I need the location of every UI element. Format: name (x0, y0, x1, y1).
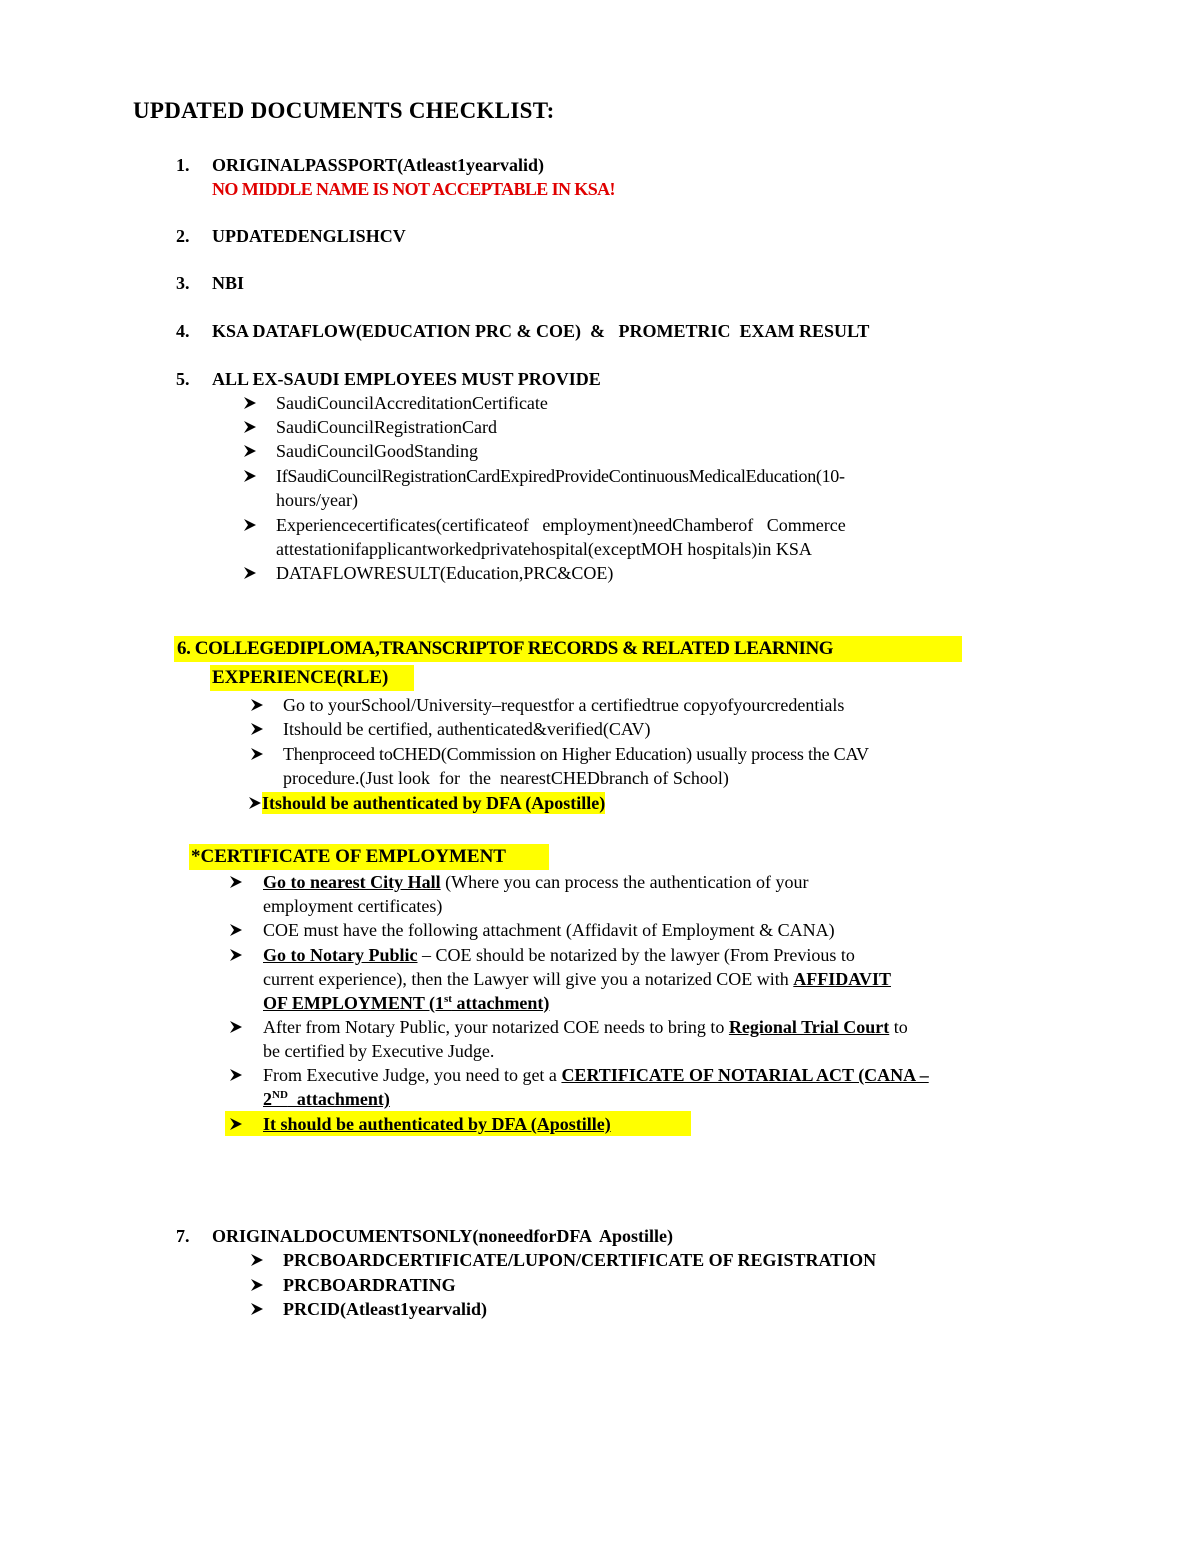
cana-cont-end: attachment) (287, 1089, 390, 1109)
item-6-bullet: Go to yourSchool/University–requestfor a certifiedtrue copyofyourcredentials (283, 695, 845, 715)
item-6-bullet-highlighted: Itshould be authenticated by DFA (Apostille) (262, 793, 606, 813)
arrow-bullet-icon (250, 747, 264, 761)
item-5-bullet: DATAFLOWRESULT(Education,PRC&COE) (276, 563, 614, 583)
cana-cont: 2 (263, 1089, 272, 1109)
affidavit-cont-end: attachment) (451, 993, 550, 1013)
arrow-bullet-icon (250, 698, 264, 712)
arrow-bullet-icon (248, 796, 262, 810)
arrow-bullet-icon (229, 875, 243, 889)
item-6-heading: 6. COLLEGEDIPLOMA,TRANSCRIPTOF RECORDS & RELATED LEARNING (177, 638, 834, 659)
arrow-bullet-icon (250, 1278, 264, 1292)
item-7-bullet: PRCBOARDCERTIFICATE/LUPON/CERTIFICATE OF REGISTRATION (283, 1250, 877, 1270)
item-5-number: 5. (176, 369, 190, 389)
coe-bullet-3 (263, 944, 855, 966)
item-7-text: ORIGINALDOCUMENTSONLY(noneedforDFA Apostille) (212, 1226, 674, 1246)
item-3-text: NBI (212, 273, 245, 293)
coe-bullet-3-text: – COE should be notarized by the lawyer (From Previous to (417, 945, 855, 965)
arrow-bullet-icon (243, 420, 257, 434)
coe-bullet-6: It should be authenticated by DFA (Apostille) (263, 1114, 611, 1134)
arrow-bullet-icon (250, 1302, 264, 1316)
item-5-bullet: SaudiCouncilRegistrationCard (276, 417, 497, 437)
item-6-bullet: Itshould be certified, authenticated&verified(CAV) (283, 719, 651, 739)
item-3-number: 3. (176, 273, 190, 293)
superscript: st (444, 993, 452, 1005)
item-4-text: KSA DATAFLOW(EDUCATION PRC & COE) & PROMETRIC EXAM RESULT (212, 321, 870, 341)
item-5-bullet: SaudiCouncilAccreditationCertificate (276, 393, 548, 413)
arrow-bullet-icon (250, 722, 264, 736)
item-2-number: 2. (176, 226, 190, 246)
arrow-bullet-icon (243, 396, 257, 410)
item-7-number: 7. (176, 1226, 190, 1246)
coe-bullet-3-cont-text: current experience), then the Lawyer will give you a notarized COE with (263, 969, 794, 989)
city-hall-link: Go to nearest City Hall (263, 872, 441, 892)
coe-bullet-4-text: After from Notary Public, your notarized COE needs to bring to (263, 1017, 729, 1037)
document-title: UPDATED DOCUMENTS CHECKLIST: (133, 98, 555, 123)
item-1-warning: NO MIDDLE NAME IS NOT ACCEPTABLE IN KSA! (212, 179, 615, 199)
arrow-bullet-icon (243, 444, 257, 458)
arrow-bullet-icon (229, 923, 243, 937)
coe-bullet-1-cont: employment certificates) (263, 896, 443, 916)
item-5-bullet-cont: attestationifapplicantworkedprivatehospital(exceptMOH hospitals)in KSA (276, 539, 812, 559)
item-2-text: UPDATEDENGLISHCV (212, 226, 406, 246)
item-7-bullet: PRCBOARDRATING (283, 1275, 456, 1295)
item-5-bullet: IfSaudiCouncilRegistrationCardExpiredProvideContinuousMedicalEducation(10- (276, 466, 845, 486)
arrow-bullet-icon (243, 566, 257, 580)
arrow-bullet-icon (229, 1020, 243, 1034)
item-6-heading-cont: EXPERIENCE(RLE) (212, 667, 389, 688)
coe-bullet-4 (263, 1016, 908, 1038)
item-1-number: 1. (176, 155, 190, 175)
arrow-bullet-icon (243, 469, 257, 483)
item-1-text: ORIGINALPASSPORT(Atleast1yearvalid) (212, 155, 545, 175)
notary-public-link: Go to Notary Public (263, 945, 418, 965)
item-5-bullet: Experiencecertificates(certificateof employment)needChamberof Commerce (276, 515, 846, 535)
cana-text: CERTIFICATE OF NOTARIAL ACT (CANA – (561, 1065, 929, 1085)
item-7-bullet: PRCID(Atleast1yearvalid) (283, 1299, 487, 1319)
item-5-bullet: SaudiCouncilGoodStanding (276, 441, 478, 461)
coe-bullet-5-text: From Executive Judge, you need to get a (263, 1065, 562, 1085)
arrow-bullet-icon (229, 1068, 243, 1082)
affidavit-text: AFFIDAVIT (793, 969, 891, 989)
superscript: ND (272, 1089, 288, 1101)
coe-bullet-4-cont: be certified by Executive Judge. (263, 1041, 495, 1061)
arrow-bullet-icon (229, 1117, 243, 1131)
coe-heading: *CERTIFICATE OF EMPLOYMENT (191, 846, 506, 867)
coe-bullet-4-end: to (889, 1017, 908, 1037)
affidavit-cont: OF EMPLOYMENT (1 (263, 993, 444, 1013)
coe-bullet-1 (263, 871, 809, 893)
item-5-bullet-cont: hours/year) (276, 490, 358, 510)
coe-bullet-5 (263, 1064, 929, 1086)
item-6-bullet: Thenproceed toCHED(Commission on Higher Education) usually process the CAV (283, 744, 869, 764)
regional-trial-court-text: Regional Trial Court (728, 1017, 890, 1037)
coe-bullet-3-cont (263, 968, 891, 990)
item-4-number: 4. (176, 321, 190, 341)
coe-bullet-2: COE must have the following attachment (Affidavit of Employment & CANA) (263, 920, 835, 940)
arrow-bullet-icon (250, 1253, 264, 1267)
coe-bullet-1-text: (Where you can process the authentication of your (440, 872, 809, 892)
item-5-text: ALL EX-SAUDI EMPLOYEES MUST PROVIDE (212, 369, 601, 389)
arrow-bullet-icon (243, 518, 257, 532)
coe-bullet-3-cont2 (263, 992, 549, 1014)
item-6-bullet-cont: procedure.(Just look for the nearestCHEDbranch of School) (283, 768, 729, 788)
arrow-bullet-icon (229, 948, 243, 962)
coe-bullet-5-cont (263, 1088, 390, 1110)
